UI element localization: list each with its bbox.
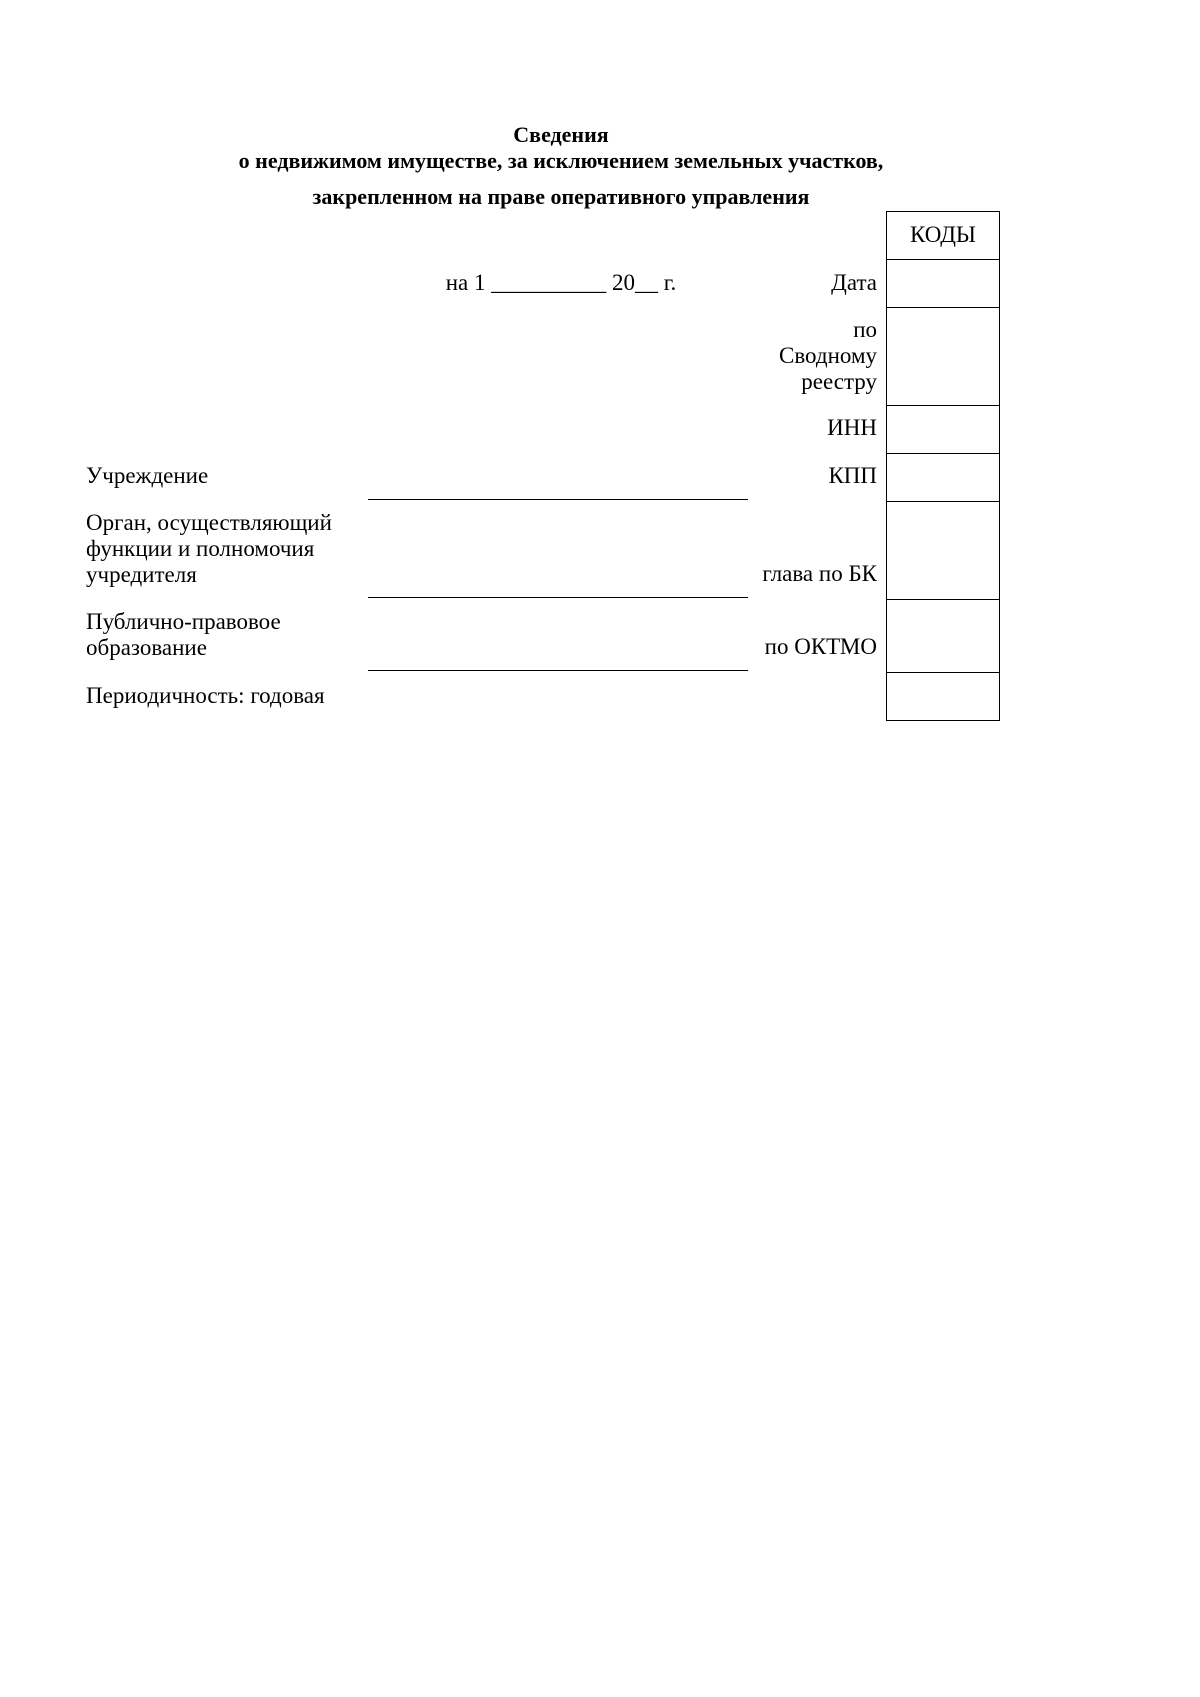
document-subtitle-line-2: закрепленном на праве оперативного управления bbox=[312, 184, 810, 209]
document-title: Сведения bbox=[513, 122, 609, 147]
public-entity-fill-line[interactable] bbox=[368, 670, 748, 671]
founder-body-label: Орган, осуществляющий функции и полномочия учредителя bbox=[86, 510, 332, 587]
date-code-label: Дата bbox=[831, 270, 877, 295]
kpp-code-label: КПП bbox=[828, 463, 877, 488]
codes-header: КОДЫ bbox=[887, 212, 999, 260]
oktmo-code-label: по ОКТМО bbox=[764, 634, 877, 659]
bk-chapter-code-cell[interactable] bbox=[887, 502, 999, 600]
registry-code-cell[interactable] bbox=[887, 308, 999, 406]
report-date-line: на 1 __________ 20__ г. bbox=[445, 270, 677, 295]
bk-chapter-code-label: глава по БК bbox=[762, 561, 877, 586]
founder-body-fill-line[interactable] bbox=[368, 597, 748, 598]
oktmo-code-cell[interactable] bbox=[887, 600, 999, 673]
institution-fill-line[interactable] bbox=[368, 499, 748, 500]
inn-code-label: ИНН bbox=[827, 415, 877, 440]
codes-table bbox=[886, 211, 1000, 721]
date-code-cell[interactable] bbox=[887, 260, 999, 308]
inn-code-cell[interactable] bbox=[887, 406, 999, 454]
registry-code-label: по Сводному реестру bbox=[778, 317, 877, 394]
periodicity-label: Периодичность: годовая bbox=[86, 683, 325, 708]
institution-label: Учреждение bbox=[86, 463, 209, 488]
kpp-code-cell[interactable] bbox=[887, 454, 999, 502]
periodicity-code-cell[interactable] bbox=[887, 673, 999, 720]
document-subtitle-line-1: о недвижимом имуществе, за исключением земельных участков, bbox=[238, 148, 884, 173]
public-entity-label: Публично-правовое образование bbox=[86, 609, 281, 660]
